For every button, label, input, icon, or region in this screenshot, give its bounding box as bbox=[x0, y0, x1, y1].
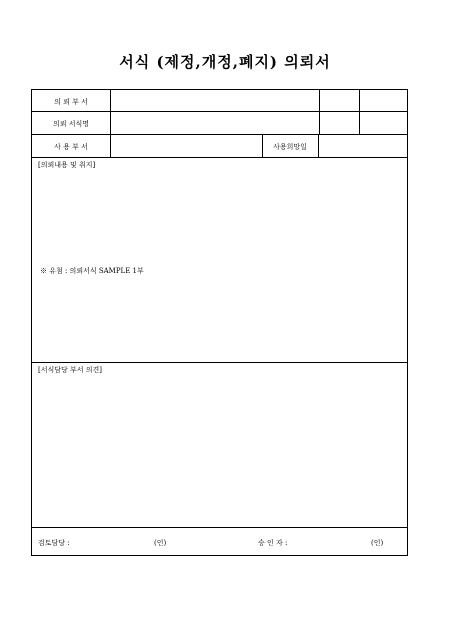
request-content-area[interactable] bbox=[33, 170, 406, 360]
approver-label: 승 인 자 : bbox=[258, 539, 288, 547]
attachment-note: ※ 유첨 : 의뢰서식 SAMPLE 1부 bbox=[40, 267, 144, 275]
desired-date-label: 사용희망일 bbox=[273, 143, 307, 151]
request-form bbox=[31, 89, 408, 556]
reviewer-seal: (인) bbox=[154, 539, 167, 547]
form-name-field[interactable] bbox=[111, 112, 318, 133]
section-divider bbox=[32, 362, 407, 363]
approval-box[interactable] bbox=[360, 91, 406, 133]
request-dept-label: 의 뢰 부 서 bbox=[54, 98, 88, 106]
use-dept-field[interactable] bbox=[111, 135, 261, 156]
approval-box[interactable] bbox=[320, 91, 358, 133]
document-title: 서식 (제정,개정,폐지) 의뢰서 bbox=[119, 53, 331, 71]
approver-seal: (인) bbox=[371, 539, 384, 547]
opinion-area[interactable] bbox=[33, 375, 406, 525]
desired-date-field[interactable] bbox=[319, 135, 406, 156]
reviewer-label: 검토담당 : bbox=[38, 539, 70, 547]
section-divider bbox=[32, 527, 407, 528]
opinion-header: [서식담당 부서 의견] bbox=[38, 366, 103, 374]
row-divider bbox=[32, 157, 407, 158]
request-content-header: [의뢰내용 및 취지] bbox=[38, 161, 96, 169]
use-dept-label: 사 용 부 서 bbox=[54, 143, 88, 151]
form-name-label: 의뢰 서식명 bbox=[52, 120, 90, 128]
request-dept-field[interactable] bbox=[111, 91, 318, 111]
